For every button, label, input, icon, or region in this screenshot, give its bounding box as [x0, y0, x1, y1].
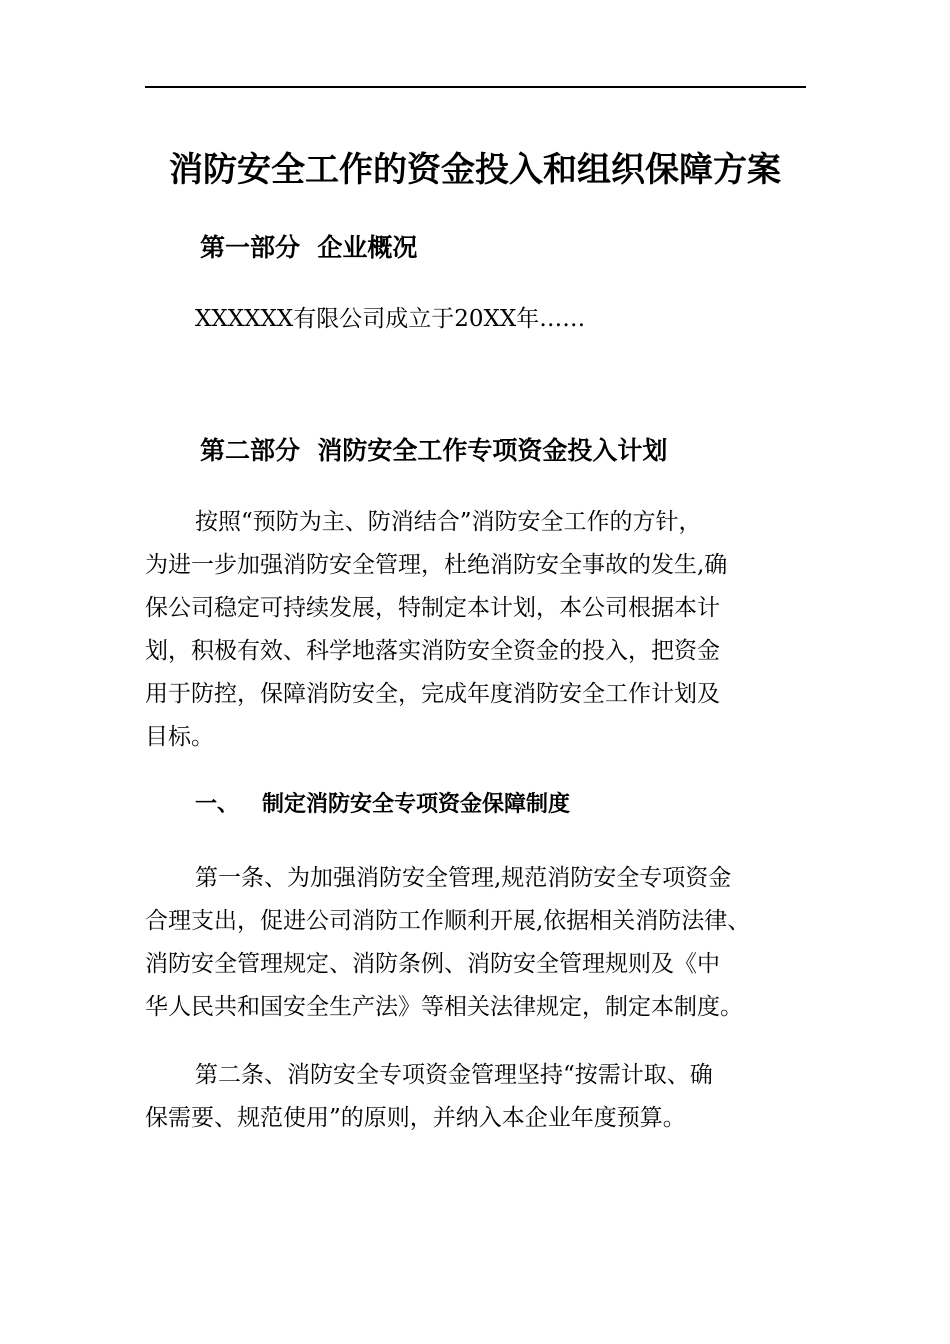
- part2-paragraph-line: 按照“预防为主、防消结合”消防安全工作的方针，: [195, 509, 702, 535]
- part1-text: XXXXXX有限公司成立于20XX年……: [195, 306, 586, 332]
- section1-heading: 一、 制定消防安全专项资金保障制度: [195, 792, 570, 817]
- article2-line: 保需要、规范使用”的原则，并纳入本企业年度预算。: [145, 1105, 686, 1131]
- part2-paragraph-line: 划，积极有效、科学地落实消防安全资金的投入，把资金: [145, 638, 720, 664]
- part1-heading: 第一部分 企业概况: [200, 233, 418, 262]
- part2-heading: 第二部分 消防安全工作专项资金投入计划: [200, 436, 668, 465]
- article2-line: 第二条、消防安全专项资金管理坚持“按需计取、确: [195, 1062, 713, 1088]
- article1-line: 第一条、为加强消防安全管理,规范消防安全专项资金: [195, 865, 732, 891]
- header-rule: [145, 86, 806, 88]
- article1-line: 消防安全管理规定、消防条例、消防安全管理规则及《中: [145, 951, 720, 977]
- part2-paragraph-line: 用于防控，保障消防安全，完成年度消防安全工作计划及: [145, 681, 720, 707]
- document-title: 消防安全工作的资金投入和组织保障方案: [169, 150, 781, 190]
- part2-paragraph-line: 目标。: [145, 724, 214, 750]
- article1-line: 华人民共和国安全生产法》等相关法律规定，制定本制度。: [145, 994, 743, 1020]
- part2-paragraph-line: 为进一步加强消防安全管理，杜绝消防安全事故的发生,确: [145, 552, 728, 578]
- part2-paragraph-line: 保公司稳定可持续发展，特制定本计划，本公司根据本计: [145, 595, 720, 621]
- article1-line: 合理支出，促进公司消防工作顺利开展,依据相关消防法律、: [145, 908, 751, 934]
